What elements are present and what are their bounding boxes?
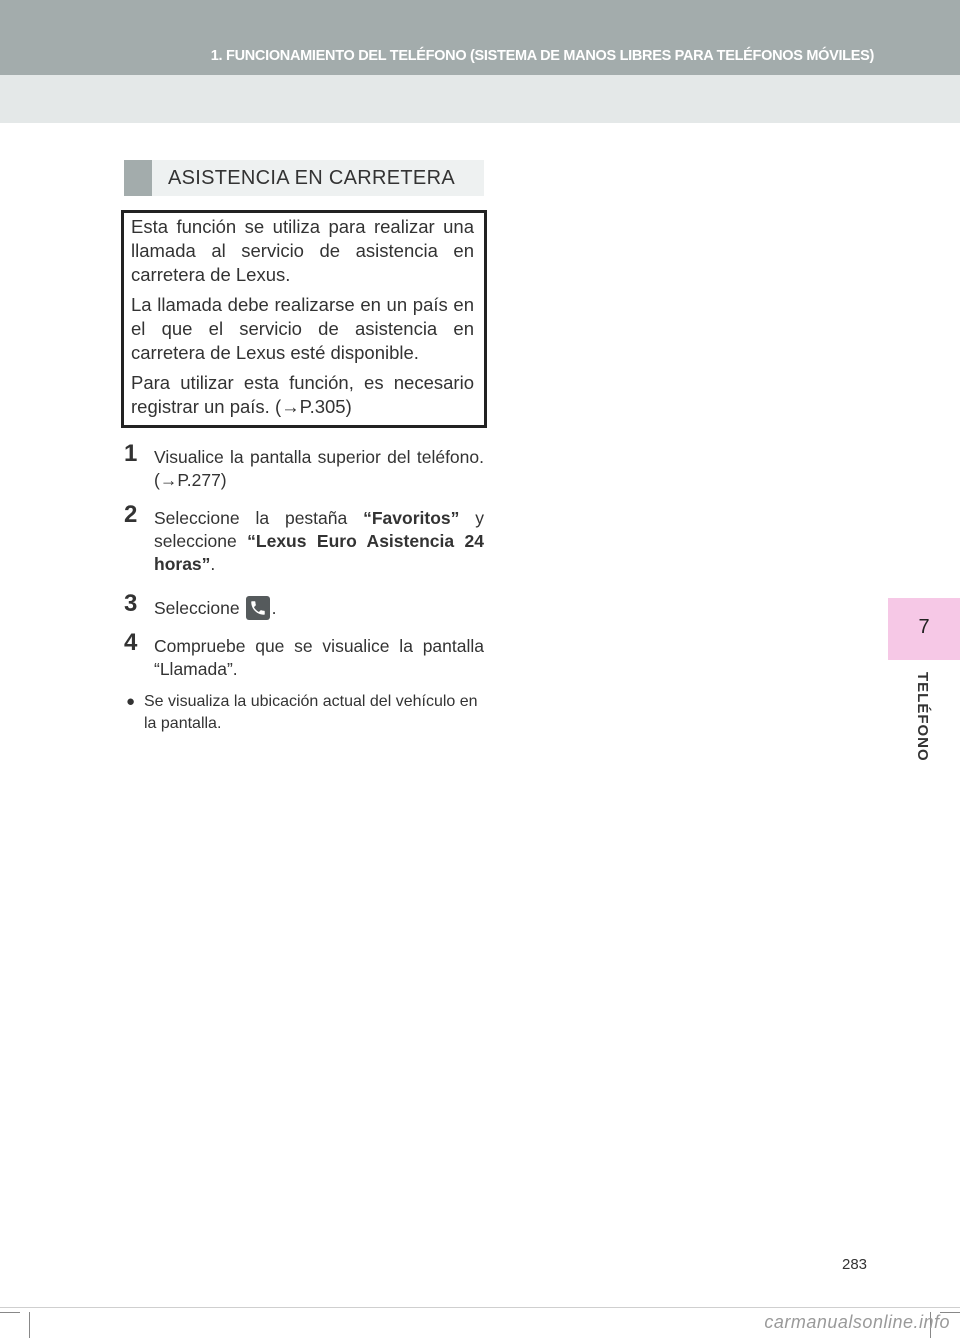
info-box xyxy=(121,210,487,428)
step-2 xyxy=(124,501,484,576)
running-header-title: 1. FUNCIONAMIENTO DEL TELÉFONO (SISTEMA DE MANOS LIBRES PARA TELÉFONOS MÓVILES) xyxy=(210,48,874,64)
chapter-label: TELÉFONO xyxy=(914,672,931,762)
step-number: 1 xyxy=(124,440,138,467)
step-text: . xyxy=(271,598,277,618)
step-text: Compruebe que se visualice la pantalla “Llamada”. xyxy=(154,636,484,679)
step-number: 2 xyxy=(124,501,138,528)
crop-mark xyxy=(0,1312,20,1313)
step-number: 3 xyxy=(124,590,138,617)
footer-divider xyxy=(0,1307,960,1308)
bullet-icon: ● xyxy=(126,693,136,710)
page-number: 283 xyxy=(842,1256,868,1273)
section-header-accent xyxy=(124,160,152,196)
phone-icon xyxy=(246,596,270,620)
note-text: Se visualiza la ubicación actual del vehículo en la pantalla. xyxy=(144,693,478,732)
watermark: carmanualsonline.info xyxy=(764,1312,950,1332)
step-1 xyxy=(124,440,484,492)
step-text: Seleccione la pestaña xyxy=(154,508,364,528)
info-paragraph: La llamada debe realizarse en un país en el que el servicio de asistencia en carretera de Lexus esté disponible. xyxy=(131,294,474,363)
step-text: Visualice la pantalla superior del teléfono. (→P.277) xyxy=(154,447,484,490)
info-paragraph: Para utilizar esta función, es necesario registrar un país. (→P.305) xyxy=(131,372,474,417)
step-text: y seleccione xyxy=(154,508,484,551)
chapter-tab xyxy=(888,598,960,660)
step-bold-text: “Favoritos” xyxy=(363,508,460,528)
step-number: 4 xyxy=(124,629,138,656)
step-4 xyxy=(124,629,484,681)
chapter-number: 7 xyxy=(918,616,930,638)
step-text: . xyxy=(210,554,216,574)
header-subband xyxy=(0,75,960,123)
info-paragraph: Esta función se utiliza para realizar una llamada al servicio de asistencia en carretera de Lexus. xyxy=(131,216,474,285)
section-title: ASISTENCIA EN CARRETERA xyxy=(168,167,455,189)
crop-mark xyxy=(29,1312,30,1338)
step-bold-text: “Lexus Euro Asistencia 24 horas” xyxy=(154,531,484,574)
section-header xyxy=(124,160,484,196)
steps-list xyxy=(124,440,484,735)
note xyxy=(124,691,484,735)
step-3 xyxy=(124,590,484,620)
step-text: Seleccione xyxy=(154,598,240,618)
